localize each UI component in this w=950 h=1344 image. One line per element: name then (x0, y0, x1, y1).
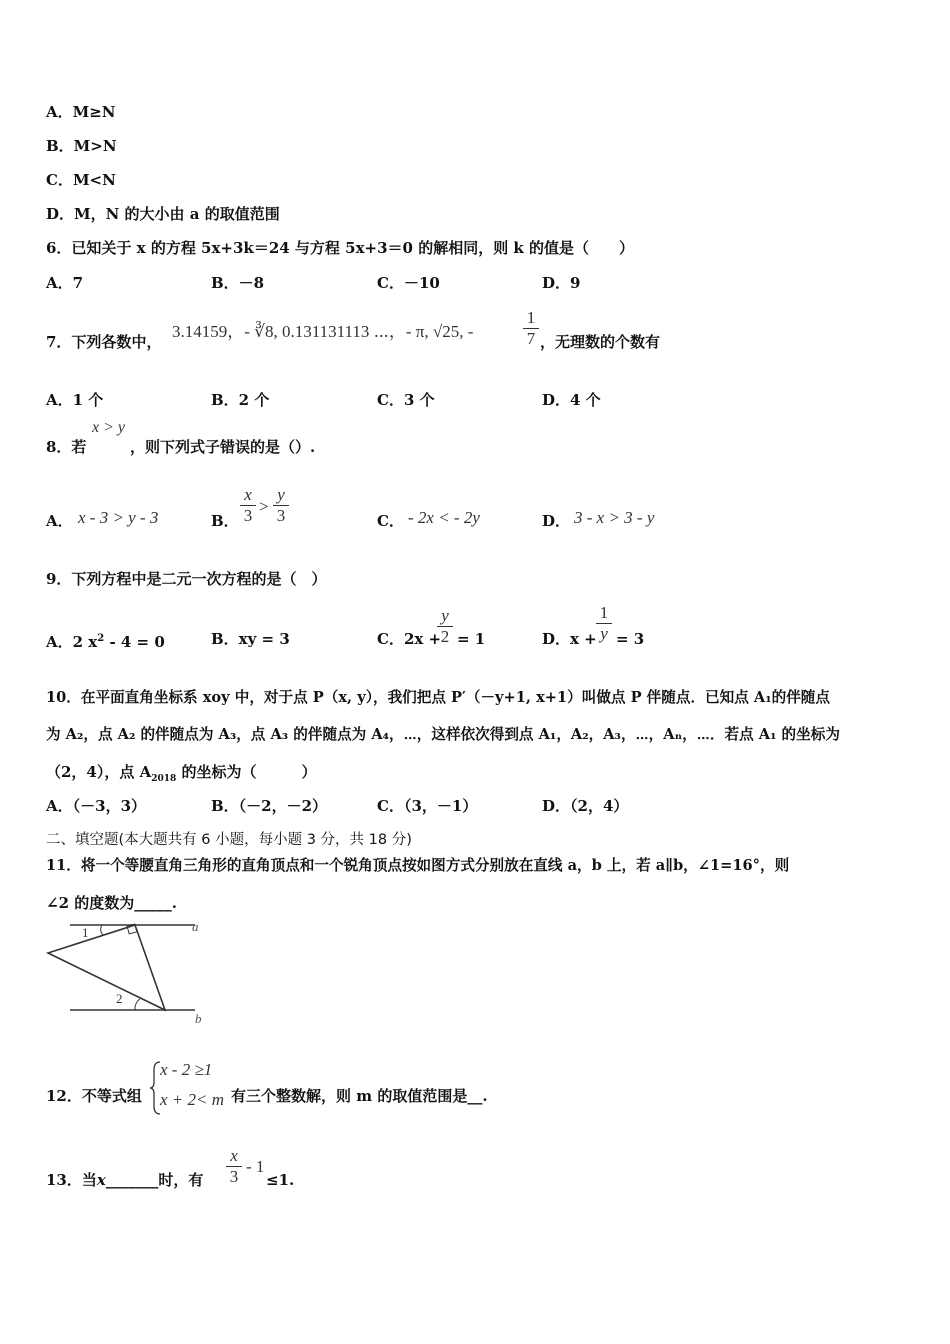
q10-line-3-post: 的坐标为（ ） (176, 763, 317, 781)
q10-line-3-pre: （2，4），点 A (46, 763, 152, 781)
q12-row-2: x + 2< m (160, 1090, 225, 1109)
q8-option-a: x - 3 > y - 3 (78, 508, 159, 527)
q9-stem: 9．下列方程中是二元一次方程的是（ ） (46, 570, 327, 588)
q9-option-d-post: = 3 (616, 630, 645, 648)
q8-option-b-den1: 3 (240, 505, 256, 526)
q7-prefix: 7．下列各数中， (46, 333, 162, 351)
q12-suffix: 有三个整数解，则 m 的取值范围是__. (231, 1087, 488, 1105)
q8-option-b-fraction-1 (240, 485, 256, 526)
q8-option-b-den2: 3 (273, 505, 289, 526)
q10-line-1: 10．在平面直角坐标系 xoy 中，对于点 P（x, y），我们把点 P′（－y+1, x+1）叫做点 P 伴随点．已知点 A₁的伴随点 (46, 689, 830, 706)
q7-fraction-denominator: 7 (523, 328, 539, 349)
q13-suffix: ≤1. (266, 1171, 295, 1189)
label-angle-2: 2 (116, 991, 123, 1006)
label-b: b (195, 1011, 202, 1026)
q9-option-c-den: 2 (437, 626, 453, 647)
q13-fraction-num: x (230, 1146, 238, 1165)
q13-prefix: 13．当 (46, 1171, 97, 1189)
q8-option-b-label: B． (211, 512, 239, 530)
q9-option-d-den: y (596, 623, 612, 644)
q10-line-3-subscript: 2018 (151, 774, 177, 784)
q13-blank: _______ (105, 1171, 159, 1189)
q8-condition: x > y (92, 419, 125, 436)
q10-option-a: A．（－3，3） (46, 797, 147, 815)
q5-option-a: A．M≥N (46, 103, 116, 121)
q13-mid: 时，有 (158, 1171, 204, 1189)
q6-option-b: B．－8 (211, 274, 265, 292)
q13-variable: x (96, 1171, 106, 1189)
q9-option-a-post: - 4 = 0 (104, 633, 165, 651)
q8-suffix: ，则下列式子错误的是（）. (130, 438, 316, 456)
q5-option-b: B．M>N (46, 137, 117, 155)
q8-option-b-num1: x (244, 485, 252, 504)
q11-figure (40, 915, 220, 1030)
triangle (48, 925, 165, 1010)
q11-line-1: 11．将一个等腰直角三角形的直角顶点和一个锐角顶点按如图方式分别放在直线 a，b 上，若 a∥b，∠1=16°，则 (46, 857, 790, 874)
q9-option-a-pre: A．2 x (46, 633, 98, 651)
q9-option-d-num: 1 (599, 603, 609, 622)
q9-option-a (46, 629, 165, 652)
q6-option-a: A．7 (46, 274, 84, 292)
q7-suffix: ，无理数的个数有 (540, 333, 661, 351)
q7-fraction-numerator: 1 (526, 308, 536, 327)
q8-prefix: 8．若 (46, 438, 87, 456)
angle-2-arc (135, 999, 140, 1010)
q10-line-3 (46, 762, 317, 789)
q9-option-c-num: y (441, 606, 449, 625)
q7-option-b: B．2 个 (211, 391, 270, 409)
q5-option-c: C．M<N (46, 171, 116, 189)
q6-option-c: C．－10 (377, 274, 440, 292)
q8-option-a-label: A． (46, 512, 73, 530)
q9-option-d-fraction (596, 603, 612, 644)
q12-row-1: x - 2 ≥1 (160, 1060, 213, 1079)
q9-option-d-pre: D．x + (542, 630, 597, 648)
label-a: a (192, 919, 199, 934)
q5-option-d: D．M，N 的大小由 a 的取值范围 (46, 205, 280, 223)
q8-option-c: - 2x < - 2y (408, 508, 480, 527)
q8-option-d: 3 - x > 3 - y (574, 508, 655, 527)
q9-option-a-exponent: 2 (97, 633, 105, 644)
q8-option-c-label: C． (377, 512, 404, 530)
q7-option-a: A．1 个 (46, 391, 104, 409)
q10-option-c: C．（3，－1） (377, 797, 478, 815)
q13-fraction (226, 1146, 242, 1187)
q9-option-c-post: = 1 (457, 630, 486, 648)
q13-stem (46, 1170, 203, 1190)
q10-option-d: D．（2，4） (542, 797, 629, 815)
q12-prefix: 12．不等式组 (46, 1087, 142, 1105)
q13-after-fraction: - 1 (246, 1157, 265, 1176)
q6-option-d: D．9 (542, 274, 581, 292)
q8-option-b-op: > (259, 497, 269, 516)
q7-option-d: D．4 个 (542, 391, 601, 409)
q8-option-b-num2: y (277, 485, 285, 504)
label-angle-1: 1 (82, 925, 89, 940)
q9-option-c-pre: C．2x + (377, 630, 442, 648)
q7-option-c: C．3 个 (377, 391, 435, 409)
q8-option-d-label: D． (542, 512, 571, 530)
q9-option-b: B．xy = 3 (211, 630, 290, 648)
q9-option-c-fraction (437, 606, 453, 647)
q6-stem: 6．已知关于 x 的方程 5x+3k＝24 与方程 5x+3＝0 的解相同，则 k 的值是（ ） (46, 239, 635, 257)
q11-line-2: ∠2 的度数为_____. (46, 894, 177, 912)
section-2-heading: 二、填空题(本大题共有 6 小题，每小题 3 分，共 18 分) (46, 832, 412, 848)
angle-1-arc (101, 925, 103, 935)
q7-numbers: 3.14159，- ∛8, 0.131131113 ⋯，- π, √25, - (172, 322, 474, 341)
q7-fraction (523, 308, 539, 349)
q10-line-2: 为 A₂，点 A₂ 的伴随点为 A₃，点 A₃ 的伴随点为 A₄，⋯，这样依次得到点 A₁，A₂，A₃，⋯，Aₙ，⋯．若点 A₁ 的坐标为 (46, 726, 840, 743)
q10-option-b: B．（－2，－2） (211, 797, 328, 815)
q13-fraction-den: 3 (226, 1166, 242, 1187)
q8-option-b-fraction-2 (273, 485, 289, 526)
